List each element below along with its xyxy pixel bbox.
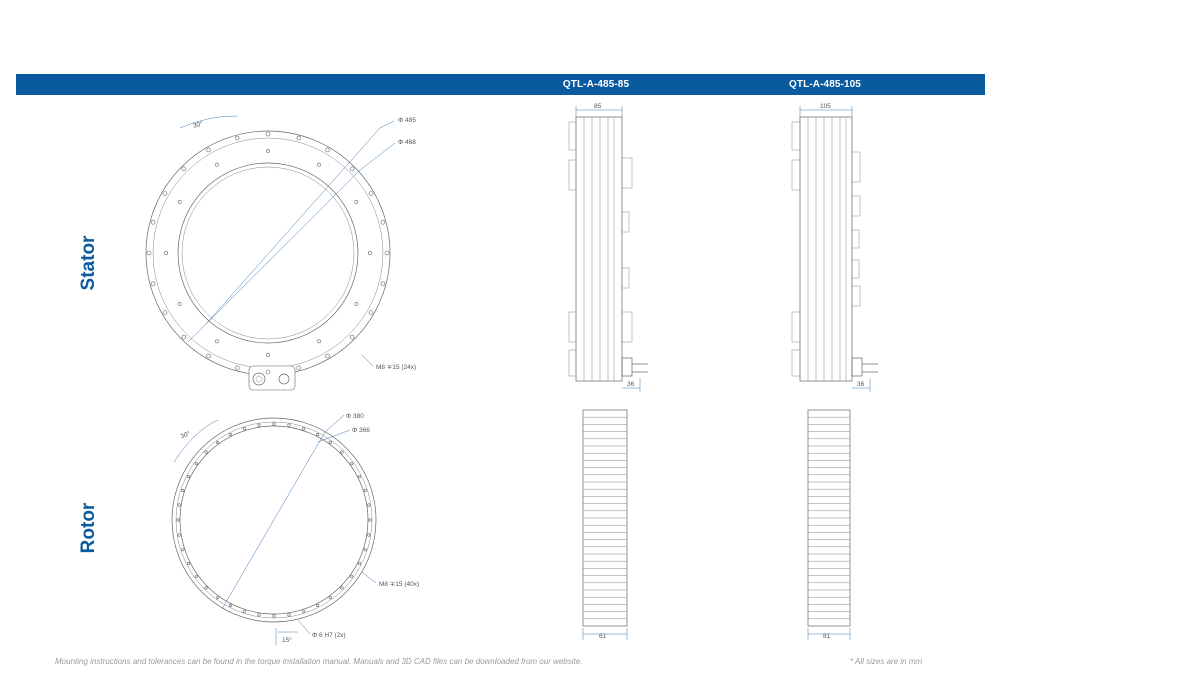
mount-hole xyxy=(216,441,219,444)
stator-angle-label: 30° xyxy=(192,120,204,130)
footer-units: * All sizes are in mm xyxy=(850,657,923,666)
stator-front-view xyxy=(146,116,395,390)
mount-hole xyxy=(163,311,167,315)
rotor-angle-arc xyxy=(174,420,218,462)
mount-hole xyxy=(266,132,270,136)
mount-hole xyxy=(326,354,330,358)
mount-hole xyxy=(326,148,330,152)
section-label-stator: Stator xyxy=(78,235,99,291)
mount-hole xyxy=(369,192,373,196)
mount-hole xyxy=(355,200,358,203)
mount-hole xyxy=(151,282,155,286)
rotor-85-width: 61 xyxy=(599,633,607,640)
mount-hole xyxy=(316,604,319,607)
mount-hole xyxy=(215,340,218,343)
mount-hole xyxy=(235,136,239,140)
mount-hole xyxy=(317,340,320,343)
mount-hole xyxy=(368,534,371,537)
mount-hole xyxy=(178,504,181,507)
mount-hole xyxy=(341,451,344,454)
mount-hole xyxy=(178,534,181,537)
mount-hole xyxy=(302,610,305,613)
mount-hole xyxy=(177,519,180,522)
stator-85-width: 85 xyxy=(594,103,602,110)
mount-hole xyxy=(381,282,385,286)
mount-hole xyxy=(288,614,291,617)
model-title-85: QTL-A-485-85 xyxy=(562,79,630,90)
mount-hole xyxy=(329,596,332,599)
mount-hole xyxy=(368,504,371,507)
mount-hole xyxy=(205,451,208,454)
mount-hole xyxy=(207,354,211,358)
mount-hole xyxy=(215,163,218,166)
mount-hole xyxy=(369,519,372,522)
stator-side-view-105 xyxy=(792,106,878,392)
mount-hole xyxy=(181,489,184,492)
mount-hole xyxy=(316,433,319,436)
mount-hole xyxy=(235,366,239,370)
mount-hole xyxy=(266,149,269,152)
mount-hole xyxy=(182,335,186,339)
mount-hole xyxy=(243,610,246,613)
mount-hole xyxy=(329,441,332,444)
mount-hole xyxy=(368,251,371,254)
mount-hole xyxy=(364,548,367,551)
mount-hole xyxy=(381,220,385,224)
rotor-outer-diameter: Φ 380 xyxy=(346,413,364,420)
mount-hole xyxy=(243,427,246,430)
stator-105-width: 105 xyxy=(820,103,831,110)
mount-hole xyxy=(297,366,301,370)
mount-hole xyxy=(288,424,291,427)
mount-hole xyxy=(355,302,358,305)
rotor-inner-diameter: Φ 366 xyxy=(352,427,370,434)
mount-hole xyxy=(350,335,354,339)
rotor-diameter-line xyxy=(222,432,325,609)
mount-hole xyxy=(273,423,276,426)
mount-hole xyxy=(229,604,232,607)
mount-hole xyxy=(266,370,270,374)
rotor-front-view xyxy=(172,415,376,645)
mount-hole xyxy=(229,433,232,436)
stator-mount-holes xyxy=(147,132,389,374)
mount-hole xyxy=(358,475,361,478)
mount-hole xyxy=(258,614,261,617)
mount-hole xyxy=(182,167,186,171)
footer-note: Mounting instructions and tolerances can be found in the torque installation manual. Manuals and 3D CAD files can be downloaded from our website. xyxy=(55,657,583,666)
mount-hole xyxy=(364,489,367,492)
mount-hole xyxy=(187,475,190,478)
rotor-105-width: 81 xyxy=(823,633,831,640)
mount-hole xyxy=(350,575,353,578)
stator-outer-diameter: Φ 485 xyxy=(398,117,416,124)
rotor-mount-holes-label: M8 ∓15 (40x) xyxy=(379,581,420,588)
mount-hole xyxy=(207,148,211,152)
rotor-side-view-105 xyxy=(808,410,850,640)
mount-hole xyxy=(350,167,354,171)
stator-mount-holes-label: M8 ∓15 (24x) xyxy=(376,364,417,371)
mount-hole xyxy=(358,562,361,565)
rotor-pin-angle-label: 15° xyxy=(282,637,292,644)
mount-hole xyxy=(317,163,320,166)
mount-hole xyxy=(273,615,276,618)
mount-hole xyxy=(302,427,305,430)
mount-hole xyxy=(178,200,181,203)
mount-hole xyxy=(147,251,151,255)
mount-hole xyxy=(195,575,198,578)
mount-hole xyxy=(341,587,344,590)
mount-hole xyxy=(163,192,167,196)
rotor-angle-label: 30° xyxy=(179,430,192,441)
stator-diameter-line xyxy=(188,170,360,342)
mount-hole xyxy=(181,548,184,551)
rotor-pin-holes-label: Φ 6 H7 (2x) xyxy=(312,632,346,639)
section-label-rotor: Rotor xyxy=(78,502,99,554)
rotor-side-view-85 xyxy=(583,410,627,640)
stator-105-connector: 36 xyxy=(857,381,865,388)
mount-hole xyxy=(205,587,208,590)
stator-85-connector: 36 xyxy=(627,381,635,388)
mount-hole xyxy=(350,462,353,465)
stator-side-view-85 xyxy=(569,106,648,392)
mount-hole xyxy=(266,353,269,356)
stator-inner-diameter: Φ 468 xyxy=(398,139,416,146)
mount-hole xyxy=(178,302,181,305)
stator-angle-arc xyxy=(180,116,238,128)
mount-hole xyxy=(151,220,155,224)
mount-hole xyxy=(195,462,198,465)
mount-hole xyxy=(297,136,301,140)
mount-hole xyxy=(164,251,167,254)
mount-hole xyxy=(216,596,219,599)
model-title-105: QTL-A-485-105 xyxy=(789,79,861,90)
mount-hole xyxy=(258,424,261,427)
mount-hole xyxy=(187,562,190,565)
stator-connector-housing xyxy=(249,366,295,390)
mount-hole xyxy=(369,311,373,315)
mount-hole xyxy=(385,251,389,255)
